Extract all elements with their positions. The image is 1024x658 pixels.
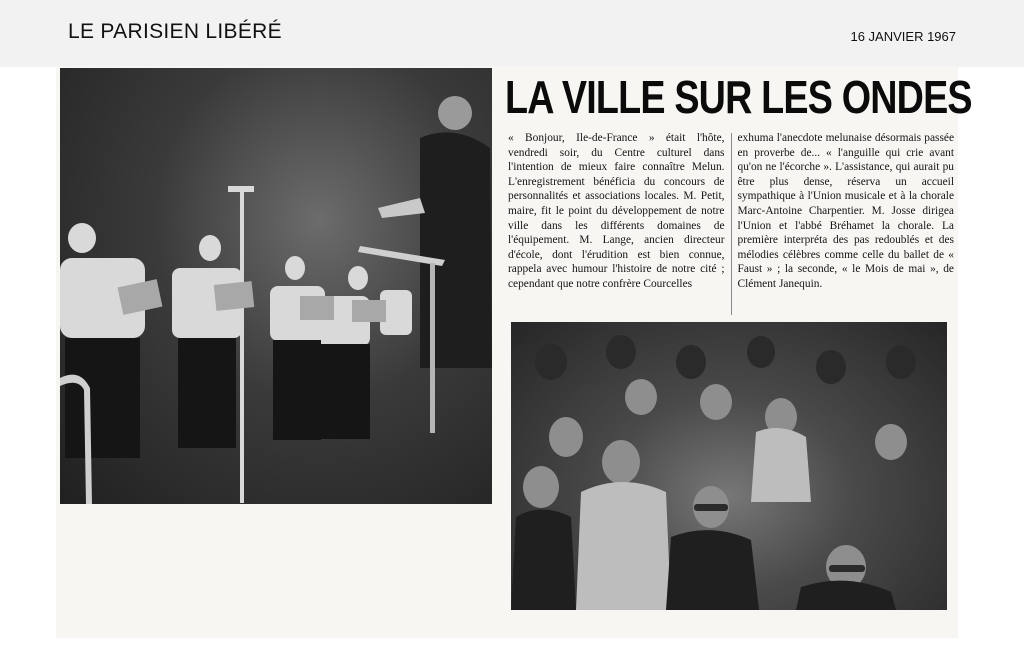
- article-body: [508, 131, 954, 317]
- publication-title: LE PARISIEN LIBÉRÉ: [68, 20, 282, 43]
- article-column-1: « Bonjour, Ile-de-France » était l'hôte, vendredi soir, du Centre culturel dans l'intention de mieux faire connaître Melun. L'enregistrement bénéficia du concours de personnalités et associations locales. M. Petit, maire, fit le point du développement de notre ville dans les différents domaines de l'équipement. M. Lange, ancien directeur d'école, dont l'érudition est bien connue, rappela avec humour l'histoire de notre cité ; cependant que notre confrère Courcelles: [508, 132, 725, 290]
- audience-photo-image: [511, 322, 947, 610]
- article-column-2: exhuma l'anecdote melunaise désormais passée en proverbe de... « l'anguille qui crie avant qu'on ne l'écorche ». L'assistance, qui aurait pu être plus dense, réserva un accueil sympathique à l'Union musicale et à la chorale Marc-Antoine Charpentier. M. Josse dirigea l'Union et l'abbé Bréhamet la chorale. La première interpréta des pas redoublés et des mélodies célèbres comme celle du ballet de « Faust » ; la seconde, « le Mois de mai », de Clément Janequin.: [737, 132, 954, 290]
- choir-photo-image: [60, 68, 492, 504]
- audience-photo: [511, 322, 947, 610]
- article-headline: LA VILLE SUR LES ONDES: [505, 71, 972, 123]
- choir-photo: [60, 68, 492, 504]
- page-header: [0, 0, 1024, 67]
- column-divider: [731, 133, 732, 315]
- publication-date: 16 JANVIER 1967: [850, 29, 956, 44]
